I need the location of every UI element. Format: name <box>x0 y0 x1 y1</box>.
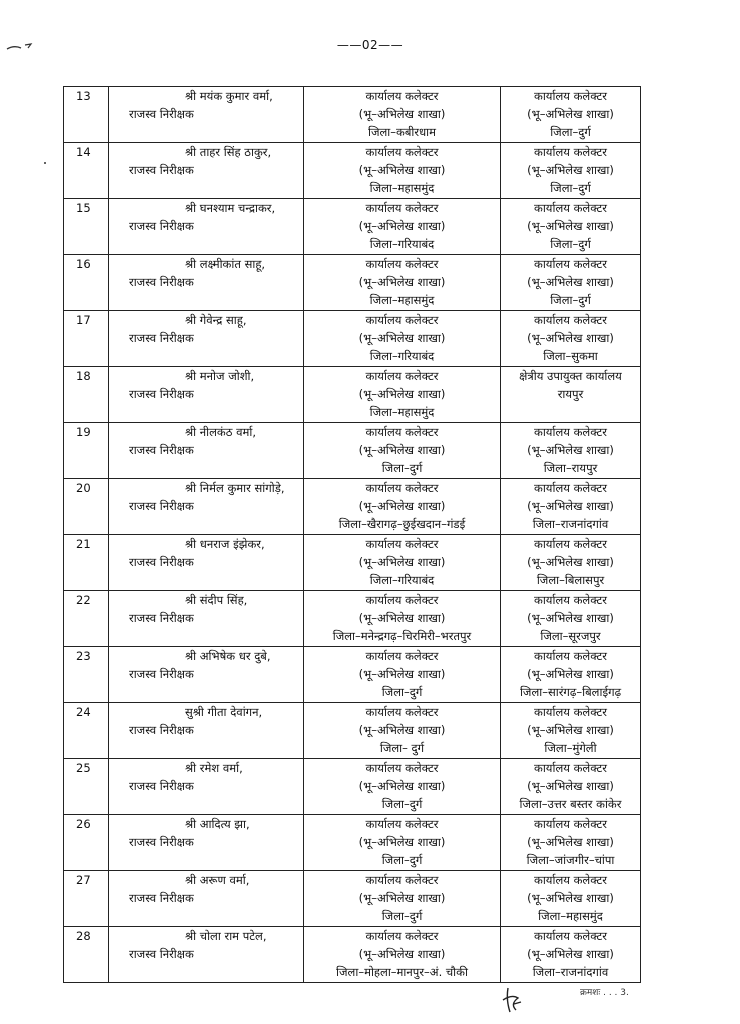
current-posting-line: कार्यालय कलेक्टर <box>365 817 439 831</box>
employee-name: श्री आदित्य झा, <box>185 817 250 831</box>
current-posting-line: (भू–अभिलेख शाखा) <box>358 443 446 457</box>
current-posting-line: (भू–अभिलेख शाखा) <box>358 387 446 401</box>
current-posting-cell <box>304 199 501 255</box>
current-posting-line: कार्यालय कलेक्टर <box>365 257 439 271</box>
new-posting-line: जिला–सूरजपुर <box>540 629 601 643</box>
serial-number: 14 <box>64 143 109 199</box>
new-posting-line: जिला–सारंगढ़–बिलाईगढ़ <box>519 685 622 699</box>
new-posting-line: जिला–सुकमा <box>543 349 598 363</box>
serial-number: 27 <box>64 871 109 927</box>
new-posting-line: जिला–जांजगीर–चांपा <box>526 853 615 867</box>
current-posting-cell <box>304 87 501 143</box>
table-row <box>64 479 641 535</box>
current-posting-line: जिला–कबीरधाम <box>367 125 437 139</box>
new-posting-cell <box>501 871 641 927</box>
current-posting-line: (भू–अभिलेख शाखा) <box>358 891 446 905</box>
employee-name: श्री निर्मल कुमार सांगोड़े, <box>185 481 285 495</box>
new-posting-line: जिला–दुर्ग <box>550 125 591 139</box>
scan-speck <box>44 162 46 164</box>
employee-cell <box>109 535 304 591</box>
new-posting-line: जिला–दुर्ग <box>550 237 591 251</box>
employee-name: श्री लक्ष्मीकांत साहू, <box>185 257 266 271</box>
new-posting-line: जिला–महासमुंद <box>538 909 603 923</box>
current-posting-line: जिला–मनेन्द्रगढ़–चिरमिरी–भरतपुर <box>332 629 472 643</box>
current-posting-line: (भू–अभिलेख शाखा) <box>358 723 446 737</box>
current-posting-line: (भू–अभिलेख शाखा) <box>358 779 446 793</box>
new-posting-line: जिला–मुंगेली <box>544 741 597 755</box>
employee-designation: राजस्व निरीक्षक <box>129 891 194 905</box>
current-posting-line: (भू–अभिलेख शाखा) <box>358 163 446 177</box>
current-posting-cell <box>304 423 501 479</box>
new-posting-cell <box>501 591 641 647</box>
serial-number: 24 <box>64 703 109 759</box>
employee-cell <box>109 647 304 703</box>
table-row <box>64 759 641 815</box>
current-posting-line: जिला– दुर्ग <box>379 741 425 755</box>
current-posting-line: जिला–मोहला–मानपुर–अं. चौकी <box>336 965 468 979</box>
serial-number: 23 <box>64 647 109 703</box>
new-posting-line: कार्यालय कलेक्टर <box>534 313 607 327</box>
new-posting-line: (भू–अभिलेख शाखा) <box>527 499 614 513</box>
employee-cell <box>109 871 304 927</box>
current-posting-cell <box>304 815 501 871</box>
new-posting-line: कार्यालय कलेक्टर <box>534 929 607 943</box>
table-row <box>64 871 641 927</box>
employee-name: श्री मनोज जोशी, <box>185 369 255 383</box>
new-posting-line: कार्यालय कलेक्टर <box>534 873 607 887</box>
serial-number: 26 <box>64 815 109 871</box>
table-row <box>64 367 641 423</box>
new-posting-line: (भू–अभिलेख शाखा) <box>527 163 614 177</box>
employee-cell <box>109 87 304 143</box>
current-posting-cell <box>304 535 501 591</box>
current-posting-line: कार्यालय कलेक्टर <box>365 369 439 383</box>
employee-name: श्री ताहर सिंह ठाकुर, <box>185 145 272 159</box>
new-posting-line: (भू–अभिलेख शाखा) <box>527 779 614 793</box>
continued-note: क्रमशः . . . 3. <box>580 988 629 998</box>
table-row <box>64 647 641 703</box>
current-posting-line: कार्यालय कलेक्टर <box>365 929 439 943</box>
current-posting-cell <box>304 703 501 759</box>
current-posting-cell <box>304 311 501 367</box>
new-posting-line: (भू–अभिलेख शाखा) <box>527 275 614 289</box>
new-posting-line: कार्यालय कलेक्टर <box>534 761 607 775</box>
current-posting-cell <box>304 367 501 423</box>
new-posting-line: कार्यालय कलेक्टर <box>534 593 607 607</box>
new-posting-line: कार्यालय कलेक्टर <box>534 649 607 663</box>
serial-number: 25 <box>64 759 109 815</box>
current-posting-cell <box>304 479 501 535</box>
current-posting-line: जिला–महासमुंद <box>369 405 435 419</box>
table-row <box>64 311 641 367</box>
new-posting-line: जिला–दुर्ग <box>550 293 591 307</box>
new-posting-cell <box>501 423 641 479</box>
new-posting-cell <box>501 311 641 367</box>
transfer-table <box>63 86 641 983</box>
current-posting-line: (भू–अभिलेख शाखा) <box>358 275 446 289</box>
current-posting-line: (भू–अभिलेख शाखा) <box>358 555 446 569</box>
current-posting-line: जिला–दुर्ग <box>381 685 423 699</box>
new-posting-cell <box>501 199 641 255</box>
new-posting-cell <box>501 815 641 871</box>
current-posting-line: कार्यालय कलेक्टर <box>365 481 439 495</box>
page-number: ——02—— <box>336 38 404 52</box>
current-posting-line: कार्यालय कलेक्टर <box>365 425 439 439</box>
employee-name: सुश्री गीता देवांगन, <box>185 705 263 719</box>
current-posting-cell <box>304 871 501 927</box>
new-posting-line: (भू–अभिलेख शाखा) <box>527 331 614 345</box>
new-posting-line: कार्यालय कलेक्टर <box>534 257 607 271</box>
new-posting-line: (भू–अभिलेख शाखा) <box>527 835 614 849</box>
current-posting-line: कार्यालय कलेक्टर <box>365 761 439 775</box>
current-posting-cell <box>304 143 501 199</box>
employee-designation: राजस्व निरीक्षक <box>129 331 194 345</box>
employee-cell <box>109 927 304 983</box>
current-posting-cell <box>304 927 501 983</box>
new-posting-line: कार्यालय कलेक्टर <box>534 705 607 719</box>
new-posting-line: (भू–अभिलेख शाखा) <box>527 107 614 121</box>
current-posting-line: जिला–दुर्ग <box>381 797 423 811</box>
employee-cell <box>109 255 304 311</box>
table-row <box>64 143 641 199</box>
current-posting-line: जिला–दुर्ग <box>381 853 423 867</box>
new-posting-line: (भू–अभिलेख शाखा) <box>527 891 614 905</box>
new-posting-line: कार्यालय कलेक्टर <box>534 89 607 103</box>
employee-name: श्री गेवेन्द्र साहू, <box>185 313 247 327</box>
employee-name: श्री नीलकंठ वर्मा, <box>185 425 257 439</box>
current-posting-line: कार्यालय कलेक्टर <box>365 593 439 607</box>
current-posting-line: (भू–अभिलेख शाखा) <box>358 835 446 849</box>
new-posting-line: कार्यालय कलेक्टर <box>534 145 607 159</box>
current-posting-line: जिला–दुर्ग <box>381 461 423 475</box>
employee-name: श्री अरूण वर्मा, <box>185 873 250 887</box>
employee-name: श्री मयंक कुमार वर्मा, <box>185 89 273 103</box>
new-posting-cell <box>501 87 641 143</box>
employee-name: श्री अभिषेक धर दुबे, <box>185 649 271 663</box>
new-posting-line: कार्यालय कलेक्टर <box>534 481 607 495</box>
current-posting-line: जिला–महासमुंद <box>369 181 435 195</box>
new-posting-line: (भू–अभिलेख शाखा) <box>527 555 614 569</box>
employee-designation: राजस्व निरीक्षक <box>129 667 194 681</box>
employee-designation: राजस्व निरीक्षक <box>129 723 194 737</box>
new-posting-line: कार्यालय कलेक्टर <box>534 537 607 551</box>
employee-name: श्री चोला राम पटेल, <box>185 929 267 943</box>
serial-number: 21 <box>64 535 109 591</box>
new-posting-cell <box>501 703 641 759</box>
employee-designation: राजस्व निरीक्षक <box>129 947 194 961</box>
employee-designation: राजस्व निरीक्षक <box>129 387 194 401</box>
employee-designation: राजस्व निरीक्षक <box>129 163 194 177</box>
current-posting-line: कार्यालय कलेक्टर <box>365 705 439 719</box>
new-posting-line: रायपुर <box>557 387 584 401</box>
new-posting-line: जिला–रायपुर <box>543 461 598 475</box>
new-posting-line: जिला–बिलासपुर <box>536 573 605 587</box>
employee-cell <box>109 199 304 255</box>
employee-name: श्री संदीप सिंह, <box>185 593 248 607</box>
current-posting-line: कार्यालय कलेक्टर <box>365 145 439 159</box>
current-posting-cell <box>304 647 501 703</box>
table-row <box>64 255 641 311</box>
new-posting-line: जिला–दुर्ग <box>550 181 591 195</box>
new-posting-line: (भू–अभिलेख शाखा) <box>527 611 614 625</box>
serial-number: 13 <box>64 87 109 143</box>
employee-designation: राजस्व निरीक्षक <box>129 555 194 569</box>
current-posting-line: कार्यालय कलेक्टर <box>365 89 439 103</box>
current-posting-line: (भू–अभिलेख शाखा) <box>358 499 446 513</box>
employee-name: श्री घनश्याम चन्द्राकर, <box>185 201 276 215</box>
current-posting-line: (भू–अभिलेख शाखा) <box>358 611 446 625</box>
current-posting-line: जिला–महासमुंद <box>369 293 435 307</box>
current-posting-line: (भू–अभिलेख शाखा) <box>358 947 446 961</box>
employee-designation: राजस्व निरीक्षक <box>129 499 194 513</box>
serial-number: 22 <box>64 591 109 647</box>
current-posting-line: जिला–खैरागढ़–छुईखदान–गंडई <box>338 517 466 531</box>
table-body <box>64 87 641 983</box>
employee-cell <box>109 591 304 647</box>
current-posting-line: जिला–गरियाबंद <box>369 349 435 363</box>
current-posting-line: कार्यालय कलेक्टर <box>365 873 439 887</box>
employee-cell <box>109 423 304 479</box>
employee-designation: राजस्व निरीक्षक <box>129 611 194 625</box>
table-row <box>64 703 641 759</box>
current-posting-line: कार्यालय कलेक्टर <box>365 313 439 327</box>
new-posting-line: (भू–अभिलेख शाखा) <box>527 947 614 961</box>
employee-designation: राजस्व निरीक्षक <box>129 107 194 121</box>
employee-designation: राजस्व निरीक्षक <box>129 275 194 289</box>
new-posting-line: (भू–अभिलेख शाखा) <box>527 443 614 457</box>
current-posting-line: (भू–अभिलेख शाखा) <box>358 219 446 233</box>
table-row <box>64 87 641 143</box>
table-row <box>64 535 641 591</box>
new-posting-line: (भू–अभिलेख शाखा) <box>527 219 614 233</box>
serial-number: 15 <box>64 199 109 255</box>
serial-number: 16 <box>64 255 109 311</box>
table-row <box>64 423 641 479</box>
employee-name: श्री धनराज इंझेकर, <box>185 537 265 551</box>
new-posting-cell <box>501 535 641 591</box>
new-posting-line: कार्यालय कलेक्टर <box>534 425 607 439</box>
employee-designation: राजस्व निरीक्षक <box>129 443 194 457</box>
serial-number: 28 <box>64 927 109 983</box>
table-row <box>64 591 641 647</box>
new-posting-line: (भू–अभिलेख शाखा) <box>527 667 614 681</box>
table-row <box>64 815 641 871</box>
new-posting-line: जिला–राजनांदगांव <box>532 517 609 531</box>
current-posting-line: (भू–अभिलेख शाखा) <box>358 331 446 345</box>
current-posting-line: (भू–अभिलेख शाखा) <box>358 107 446 121</box>
new-posting-cell <box>501 143 641 199</box>
current-posting-line: जिला–गरियाबंद <box>369 237 435 251</box>
new-posting-cell <box>501 927 641 983</box>
table-row <box>64 199 641 255</box>
new-posting-cell <box>501 759 641 815</box>
current-posting-line: कार्यालय कलेक्टर <box>365 201 439 215</box>
current-posting-line: (भू–अभिलेख शाखा) <box>358 667 446 681</box>
employee-designation: राजस्व निरीक्षक <box>129 219 194 233</box>
new-posting-cell <box>501 647 641 703</box>
new-posting-line: क्षेत्रीय उपायुक्त कार्यालय <box>519 369 622 383</box>
serial-number: 19 <box>64 423 109 479</box>
new-posting-line: (भू–अभिलेख शाखा) <box>527 723 614 737</box>
serial-number: 18 <box>64 367 109 423</box>
employee-cell <box>109 143 304 199</box>
employee-designation: राजस्व निरीक्षक <box>129 835 194 849</box>
current-posting-line: कार्यालय कलेक्टर <box>365 649 439 663</box>
employee-designation: राजस्व निरीक्षक <box>129 779 194 793</box>
current-posting-line: जिला–गरियाबंद <box>369 573 435 587</box>
new-posting-line: जिला–राजनांदगांव <box>532 965 609 979</box>
employee-cell <box>109 703 304 759</box>
current-posting-cell <box>304 255 501 311</box>
new-posting-line: जिला–उत्तर बस्तर कांकेर <box>519 797 622 811</box>
signature <box>500 986 524 1020</box>
serial-number: 17 <box>64 311 109 367</box>
employee-cell <box>109 311 304 367</box>
employee-cell <box>109 479 304 535</box>
employee-cell <box>109 367 304 423</box>
new-posting-cell <box>501 367 641 423</box>
current-posting-cell <box>304 759 501 815</box>
employee-name: श्री रमेश वर्मा, <box>185 761 243 775</box>
current-posting-cell <box>304 591 501 647</box>
serial-number: 20 <box>64 479 109 535</box>
new-posting-cell <box>501 255 641 311</box>
employee-cell <box>109 759 304 815</box>
current-posting-line: कार्यालय कलेक्टर <box>365 537 439 551</box>
table-row <box>64 927 641 983</box>
current-posting-line: जिला–दुर्ग <box>381 909 423 923</box>
new-posting-cell <box>501 479 641 535</box>
new-posting-line: कार्यालय कलेक्टर <box>534 201 607 215</box>
new-posting-line: कार्यालय कलेक्टर <box>534 817 607 831</box>
employee-cell <box>109 815 304 871</box>
